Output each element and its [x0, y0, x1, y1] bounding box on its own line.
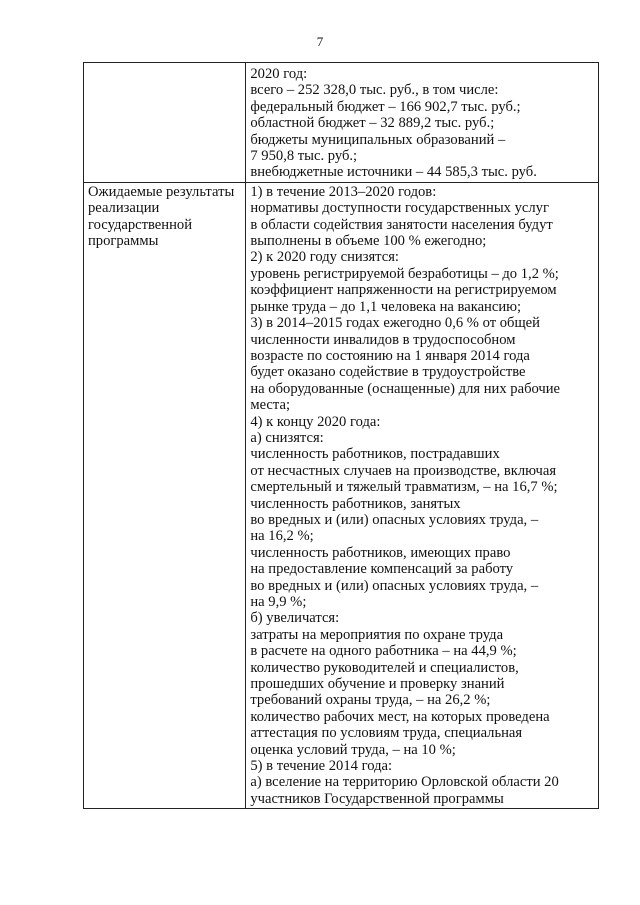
funding-line: областной бюджет – 32 889,2 тыс. руб.;	[250, 115, 495, 132]
results-line: 2) к 2020 году снизятся:	[250, 249, 399, 266]
results-line: аттестация по условиям труда, специальная	[250, 725, 523, 742]
results-line: 4) к концу 2020 года:	[250, 413, 381, 430]
results-line: оценка условий труда, – на 10 %;	[250, 741, 456, 758]
results-line: количество руководителей и специалистов,	[250, 659, 519, 676]
expected-results-label-cell	[84, 182, 246, 808]
program-passport-table	[83, 62, 599, 809]
funding-line: внебюджетные источники – 44 585,3 тыс. руб.	[250, 164, 537, 181]
results-line: численность работников, пострадавших	[250, 446, 500, 463]
results-line: требований охраны труда, – на 26,2 %;	[250, 692, 491, 709]
results-line: во вредных и (или) опасных условиях труда, –	[250, 511, 539, 528]
results-line: б) увеличатся:	[250, 610, 340, 627]
results-line: коэффициент напряженности на регистрируемом	[250, 282, 557, 299]
funding-line: федеральный бюджет – 166 902,7 тыс. руб.;	[250, 98, 521, 115]
funding-line: 2020 год:	[250, 66, 308, 82]
row-label-line: реализации	[88, 200, 160, 217]
results-line: смертельный и тяжелый травматизм, – на 16,7 %;	[250, 479, 558, 496]
results-line: на 9,9 %;	[250, 594, 307, 610]
results-line: на оборудованные (оснащенные) для них рабочие	[250, 380, 561, 397]
results-line: затраты на мероприятия по охране труда	[250, 626, 504, 643]
results-line: участников Государственной программы	[250, 790, 504, 807]
expected-results-value-cell	[246, 182, 599, 808]
results-line: будет оказано содействие в трудоустройстве	[250, 364, 526, 381]
results-line: во вредных и (или) опасных условиях труда, –	[250, 577, 539, 594]
funding-row	[84, 63, 599, 183]
funding-value-cell	[246, 63, 599, 183]
row-label-line: государственной	[88, 216, 193, 233]
results-line: 1) в течение 2013–2020 годов:	[250, 183, 437, 200]
results-line: прошедших обучение и проверку знаний	[250, 676, 505, 693]
results-line: рынке труда – до 1,1 человека на вакансию;	[250, 298, 522, 315]
page-number: 7	[316, 34, 324, 49]
results-line: численности инвалидов в трудоспособном	[250, 331, 516, 348]
results-line: от несчастных случаев на производстве, включая	[250, 462, 557, 479]
results-line: а) снизятся:	[250, 429, 324, 446]
results-line: количество рабочих мест, на которых проведена	[250, 708, 550, 725]
funding-line: бюджеты муниципальных образований –	[250, 131, 506, 148]
funding-label-cell	[84, 63, 246, 183]
funding-line: 7 950,8 тыс. руб.;	[250, 148, 358, 165]
row-label-line: Ожидаемые результаты	[88, 183, 235, 200]
results-line: места;	[250, 397, 291, 414]
results-line: а) вселение на территорию Орловской области 20	[250, 774, 559, 791]
results-line: в расчете на одного работника – на 44,9 %;	[250, 643, 517, 660]
results-line: нормативы доступности государственных услуг	[250, 200, 549, 217]
results-line: численность работников, занятых	[250, 495, 461, 512]
funding-line: всего – 252 328,0 тыс. руб., в том числе:	[250, 82, 499, 99]
results-line: на предоставление компенсаций за работу	[250, 561, 514, 578]
results-line: 3) в 2014–2015 годах ежегодно 0,6 % от общей	[250, 315, 540, 332]
results-line: численность работников, имеющих право	[250, 544, 511, 561]
results-line: уровень регистрируемой безработицы – до 1,2 %;	[250, 265, 559, 282]
results-line: в области содействия занятости населения будут	[250, 216, 553, 233]
results-line: 5) в течение 2014 года:	[250, 758, 393, 775]
results-line: на 16,2 %;	[250, 528, 314, 545]
expected-results-row	[84, 182, 599, 808]
row-label-line: программы	[88, 233, 159, 250]
results-line: возрасте по состоянию на 1 января 2014 года	[250, 347, 530, 364]
results-line: выполнены в объеме 100 % ежегодно;	[250, 233, 487, 250]
